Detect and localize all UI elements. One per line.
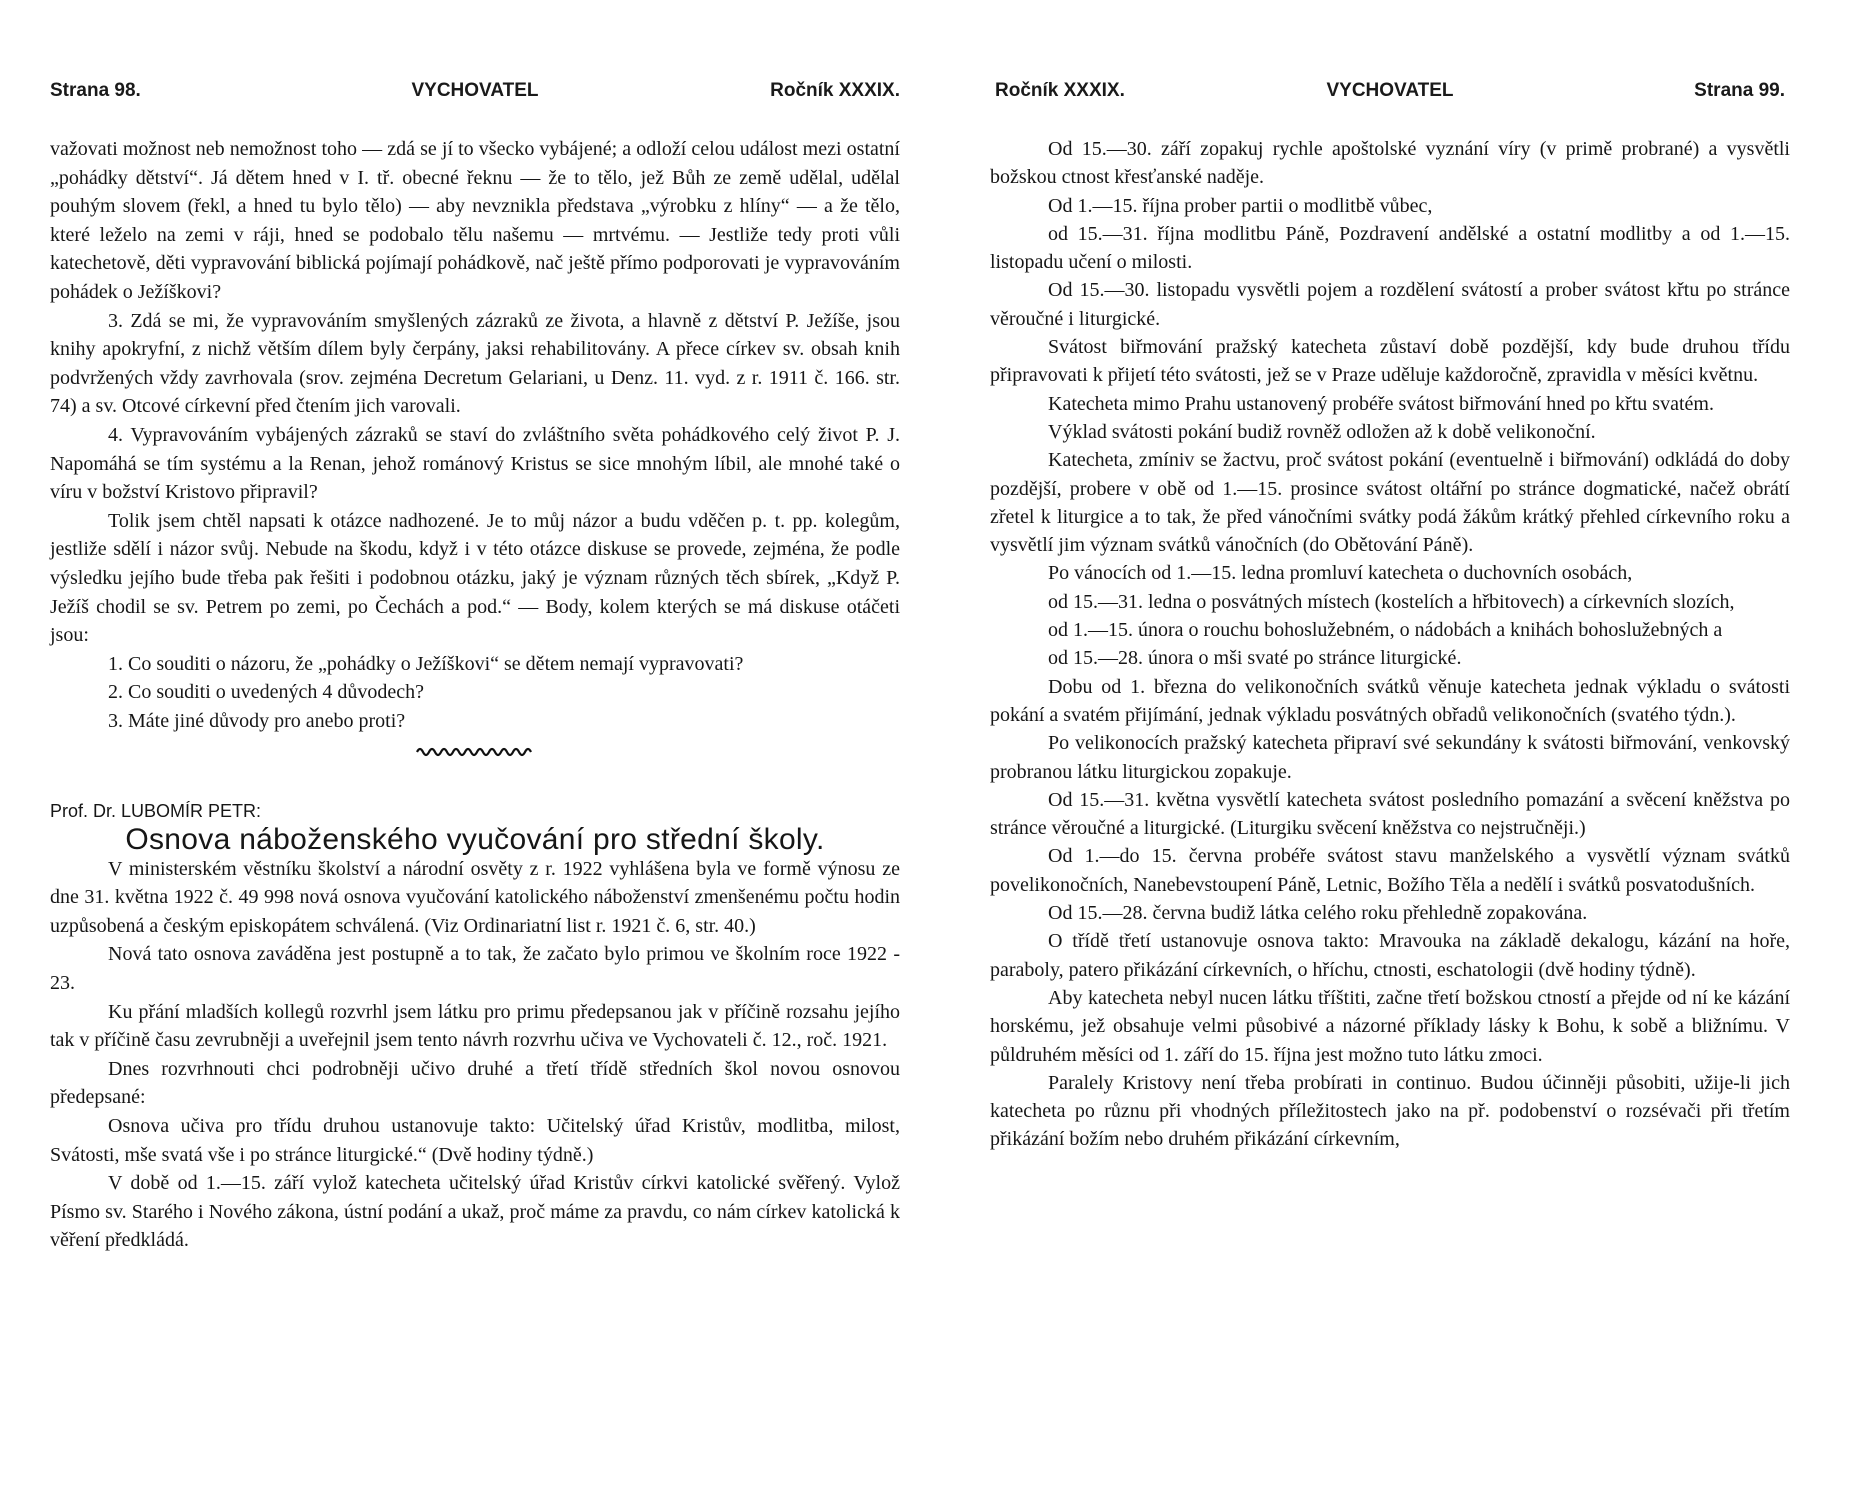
paragraph: 4. Vypravováním vybájených zázraků se staví do zvláštního světa pohádkového celý život P. J. Napomáhá se tím systému a la Renan, jehož románový Kristus se sice mnohým líbil, ale mnohé také o víru v božství Kristovo připravil? xyxy=(50,423,900,504)
paragraph: Katecheta mimo Prahu ustanovený probéře svátost biřmování hned po křtu svatém. xyxy=(1048,392,1714,415)
paragraph: Od 15.—28. června budiž látka celého roku přehledně zopakována. xyxy=(1048,902,1588,925)
paragraph: Od 1.—15. října prober partii o modlitbě vůbec, xyxy=(1048,194,1433,217)
left-running-head xyxy=(50,80,900,102)
paragraph: od 15.—28. února o mši svaté po stránce liturgické. xyxy=(1048,647,1462,670)
paragraph: od 15.—31. ledna o posvátných místech (kostelích a hřbitovech) a církevních slozích, xyxy=(1048,590,1735,613)
paragraph: Katecheta, zmíniv se žactvu, proč svátost pokání (eventuelně i biřmování) odkládá do doby pozdější, probere v obě od 1.—15. prosince svátost oltářní po stránce dogmatické, načež obrátí zřetel k liturgice a to tak, že před vánočními svátky podá žákům krátký přehled církevního roku a vysvětlí jim význam svátků vánočních (do Obětování Páně). xyxy=(990,449,1790,557)
paragraph: važovati možnost neb nemožnost toho — zdá se jí to všecko vybájené; a odloží celou událost mezi ostatní „pohádky dětství“. Já dětem hned v I. tř. obecné řeknu — že to tělo, jež Bůh ze země udělal, udělal pouhým slovem (řekl, a hned tu bylo tělo) — aby nevznikla představa „výrobku z hlíny“ — a že tělo, které leželo na zemi v ráji, hned se podobalo tělu našemu — mrtvému. — Jestliže tedy proti vůli katechetově, děti vypravování biblická pojímají pohádkově, nač ještě přímo podporovati je vypravováním pohádek o Ježíškovi? xyxy=(50,138,900,303)
question-item: 2. Co souditi o uvedených 4 důvodech? xyxy=(108,681,425,704)
paragraph: Svátost biřmování pražský katecheta zůstaví době pozdější, kdy bude druhou třídu připravovati k přijetí této svátosti, jež se v Praze uděluje každoročně, zpravidla v měsíci květnu. xyxy=(990,336,1790,387)
paragraph: O třídě třetí ustanovuje osnova takto: Mravouka na základě dekalogu, kázání na hoře, paraboly, patero přikázání církevních, o hříchu, ctnosti, eschatologii (dvě hodiny týdně). xyxy=(990,930,1790,981)
article-author: Prof. Dr. LUBOMÍR PETR: xyxy=(50,801,262,822)
wavy-divider-ornament xyxy=(415,745,535,759)
question-item: 3. Máte jiné důvody pro anebo proti? xyxy=(108,709,406,732)
right-body-text xyxy=(990,135,1790,1154)
paragraph: Od 15.—31. května vysvětlí katecheta svátost posledního pomazání a svěcení kněžstva po stránce věroučné a liturgické. (Liturgiku svěcení kněžstva co nejstručněji.) xyxy=(990,788,1790,840)
right-page xyxy=(933,0,1866,1500)
paragraph: od 1.—15. února o rouchu bohoslužebném, o nádobách a knihách bohoslužebných a xyxy=(1048,619,1723,642)
paragraph: Paralely Kristovy není třeba probírati in continuo. Budou účinněji působiti, užije-li jich katecheta po různu při vhodných příležitostech jako na př. podobenství o rozsévači při třetím přikázání božím nebo druhém přikázání církevním, xyxy=(990,1071,1790,1151)
paragraph: Po vánocích od 1.—15. ledna promluví katecheta o duchovních osobách, xyxy=(1048,562,1633,585)
paragraph: Po velikonocích pražský katecheta připraví své sekundány k svátosti biřmování, venkovský probranou látku liturgickou zopakuje. xyxy=(990,732,1790,783)
journal-title: VYCHOVATEL xyxy=(1326,80,1454,101)
page-number: Strana 99. xyxy=(1694,80,1785,101)
paragraph: V ministerském věstníku školství a národní osvěty z r. 1922 vyhlášena byla ve formě výnosu ze dne 31. května 1922 č. 49 998 nová osnova vyučování katolického náboženství zmenšenému počtu hodin uzpůsobená a českým episkopátem schválená. (Viz Ordinariatní list r. 1921 č. 6, str. 40.) xyxy=(50,857,900,937)
paragraph: Výklad svátosti pokání budiž rovněž odložen až k době velikonoční. xyxy=(1048,420,1596,443)
paragraph: Od 15.—30. září zopakuj rychle apoštolské vyznání víry (v primě probrané) a vysvětli božskou ctnost křesťanské naděje. xyxy=(990,138,1790,189)
paragraph: Aby katecheta nebyl nucen látku tříštiti, začne třetí božskou ctností a přejde od ní ke kázání horskému, jež obsahuje velmi působivé a názorné příklady lásky k Bohu, k sobě a bližnímu. V půldruhém měsíci od 1. září do 15. října jest možno tuto látku zmoci. xyxy=(990,986,1790,1066)
question-item: 1. Co souditi o názoru, že „pohádky o Ježíškovi“ se dětem nemají vypravovati? xyxy=(108,652,744,675)
paragraph: V době od 1.—15. září vylož katecheta učitelský úřad Kristův církvi katolické svěřený. Vylož Písmo sv. Starého i Nového zákona, ústní podání a ukaž, proč máme za pravdu, co nám církev katolická k věření předkládá. xyxy=(50,1172,900,1252)
paragraph: Osnova učiva pro třídu druhou ustanovuje takto: Učitelský úřad Kristův, modlitba, milost, Svátosti, mše svatá vše i po stránce liturgické.“ (Dvě hodiny týdně.) xyxy=(50,1115,900,1166)
paragraph: Nová tato osnova zaváděna jest postupně a to tak, že začato bylo primou ve školním roce 1922 - 23. xyxy=(50,943,900,995)
paragraph: od 15.—31. října modlitbu Páně, Pozdravení andělské a ostatní modlitby a od 1.—15. listopadu učení o milosti. xyxy=(990,222,1790,274)
paragraph: Od 1.—do 15. června probéře svátost stavu manželského a vysvětlí význam svátků povelikonočních, Nanebevstoupení Páně, Letnic, Božího Těla a nedělí i svátků posvatodušních. xyxy=(990,845,1790,896)
volume-label: Ročník XXXIX. xyxy=(770,80,900,101)
paragraph: Od 15.—30. listopadu vysvětli pojem a rozdělení svátostí a prober svátost křtu po stránce věroučné i liturgické. xyxy=(990,279,1790,330)
journal-title: VYCHOVATEL xyxy=(411,80,539,101)
left-body-text xyxy=(50,135,900,1255)
paragraph: Ku přání mladších kollegů rozvrhl jsem látku pro primu předepsanou jak v příčině rozsahu jejího tak v příčině času zevrubněji a uveřejnil jsem tento návrh rozvrhu učiva ve Vychovateli č. 12., roč. 1921. xyxy=(50,1000,900,1052)
paragraph: 3. Zdá se mi, že vypravováním smyšlených zázraků ze života, a hlavně z dětství P. Ježíše, jsou knihy apokryfní, z nichž větším dílem byly čerpány, jaksi rehabilitovány. A přece církev sv. obsah knih podvržených vždy zavrhovala (srov. zejména Decretum Gelariani, u Denz. 11. vyd. z r. 1911 č. 166. str. 74) a sv. Otcové církevní před čtením jich varovali. xyxy=(50,309,900,418)
article-title: Osnova náboženského vyučování pro střední školy. xyxy=(125,823,825,857)
paragraph: Tolik jsem chtěl napsati k otázce nadhozené. Je to můj názor a budu vděčen p. t. pp. kolegům, jestliže sdělí i názor svůj. Nebude na škodu, když i v této otázce diskuse se provede, zejména, že podle výsledku jejího bude třeba pak řešiti i podobnou otázku, jaký je význam různých těch sbírek, „Když P. Ježíš chodil se sv. Petrem po zemi, po Čechách a pod.“ — Body, kolem kterých se má diskuse otáčeti jsou: xyxy=(50,509,900,647)
wavy-divider xyxy=(50,739,900,767)
paragraph: Dobu od 1. března do velikonočních svátků věnuje katecheta jednak výkladu o svátosti pokání a svatém přijímání, jednak výkladu posvátných obřadů velikonočních (svatého týdn.). xyxy=(990,675,1790,726)
page-number: Strana 98. xyxy=(50,80,141,101)
paragraph: Dnes rozvrhnouti chci podrobněji učivo druhé a třetí třídě středních škol novou osnovou předepsané: xyxy=(50,1057,900,1109)
right-running-head xyxy=(995,80,1785,102)
volume-label: Ročník XXXIX. xyxy=(995,80,1125,101)
